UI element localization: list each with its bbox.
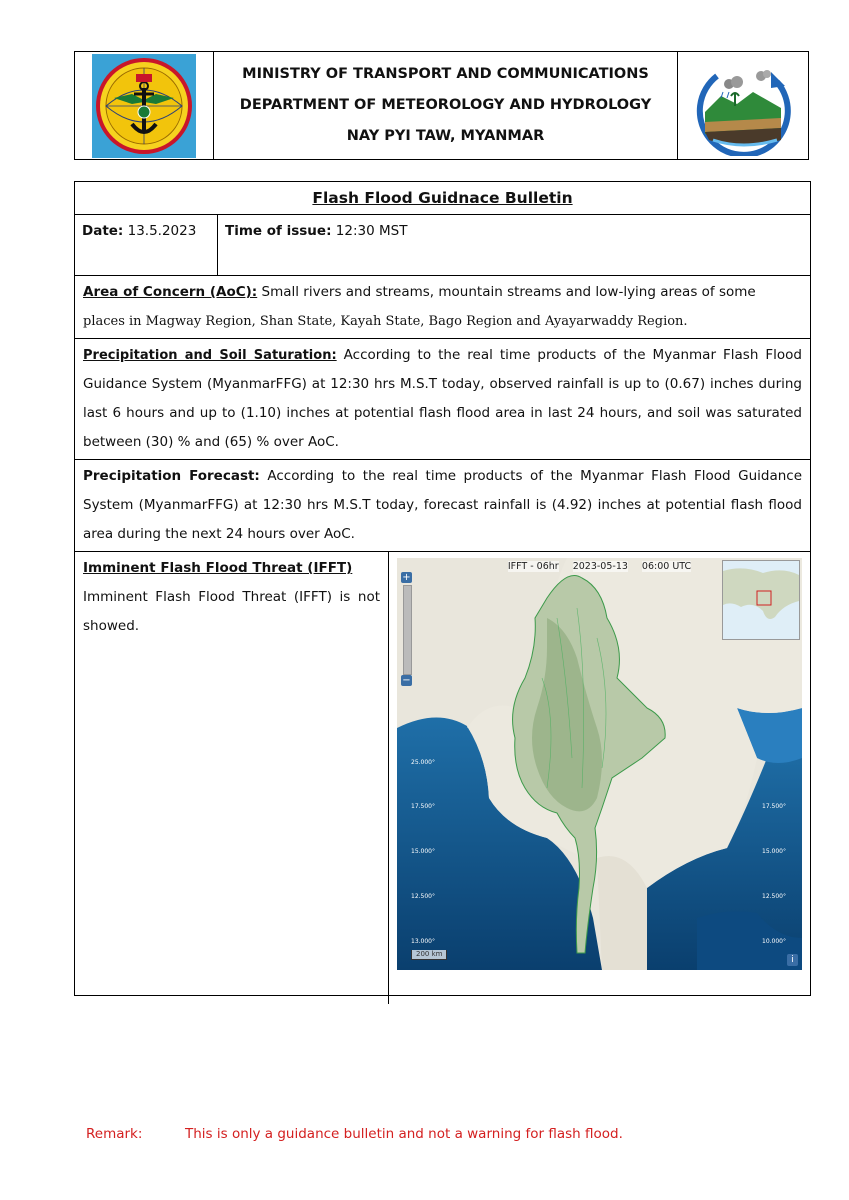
- svg-text:13.000°: 13.000°: [411, 938, 435, 945]
- svg-text:15.000°: 15.000°: [762, 848, 786, 855]
- issue-info-row: [75, 215, 810, 276]
- zoom-in-button[interactable]: +: [402, 572, 411, 583]
- svg-text:25.000°: 25.000°: [411, 759, 435, 766]
- header-location: NAY PYI TAW, MYANMAR: [346, 128, 545, 144]
- ifft-text: Imminent Flash Flood Threat (IFFT) is not showed.: [83, 589, 380, 634]
- precipitation-forecast-section: [75, 460, 810, 552]
- bulletin-title: Flash Flood Guidnace Bulletin: [312, 188, 573, 207]
- svg-text:10.000°: 10.000°: [762, 938, 786, 945]
- svg-text:15.000°: 15.000°: [411, 848, 435, 855]
- svg-text:17.500°: 17.500°: [762, 803, 786, 810]
- ifft-map-cell: [389, 552, 810, 1004]
- forecast-label: Precipitation Forecast:: [83, 468, 260, 484]
- date-value: 13.5.2023: [123, 223, 197, 239]
- remark-text: This is only a guidance bulletin and not a warning for flash flood.: [185, 1126, 623, 1142]
- ministry-logo-cell: [75, 52, 214, 159]
- time-label: Time of issue:: [225, 223, 332, 239]
- overview-map-image: [723, 561, 799, 639]
- remark-label: Remark:: [86, 1126, 143, 1142]
- time-cell: [218, 215, 810, 275]
- map-time: 06:00 UTC: [641, 561, 692, 572]
- svg-text:12.500°: 12.500°: [411, 893, 435, 900]
- svg-text:12.500°: 12.500°: [762, 893, 786, 900]
- ministry-emblem-logo: [92, 54, 196, 158]
- aoc-text-1: Small rivers and streams, mountain streams and low-lying areas of some: [257, 284, 756, 300]
- zoom-slider[interactable]: [403, 585, 412, 675]
- date-label: Date:: [82, 223, 124, 239]
- bulletin-title-row: [75, 182, 810, 215]
- ifft-map: [397, 558, 802, 970]
- svg-text:17.500°: 17.500°: [411, 803, 435, 810]
- forecast-text: According to the real time products of the Myanmar Flash Flood Guidance System (MyanmarFFG) at 12:30 hrs M.S.T today, forecast rainfall is (4.92) inches at potential flash flood area during the next 24 hours over AoC.: [83, 468, 802, 542]
- date-cell: [75, 215, 218, 275]
- zoom-control: [401, 572, 412, 692]
- precipitation-soil-section: [75, 339, 810, 460]
- aoc-label: Area of Concern (AoC):: [83, 284, 258, 300]
- header-ministry: MINISTRY OF TRANSPORT AND COMMUNICATIONS: [242, 66, 649, 82]
- map-scale-bar: 200 km: [411, 950, 447, 960]
- remark: [86, 1124, 623, 1144]
- overview-inset-map[interactable]: [722, 560, 800, 640]
- aoc-text-2: places in Magway Region, Shan State, Kayah State, Bago Region and Ayayarwaddy Region.: [83, 314, 688, 329]
- dmh-logo-cell: [677, 52, 808, 159]
- zoom-out-button[interactable]: −: [402, 675, 411, 686]
- ifft-text-cell: [75, 552, 389, 1004]
- letterhead: [74, 51, 809, 160]
- map-product: IFFT - 06hr: [507, 561, 559, 572]
- time-value: 12:30 MST: [331, 223, 408, 239]
- area-of-concern-section: [75, 276, 810, 339]
- precip-text: According to the real time products of the Myanmar Flash Flood Guidance System (MyanmarFFG) at 12:30 hrs M.S.T today, observed rainfall is up to (0.67) inches during last 6 hours and up to (1.10) inches at potential flash flood area in last 24 hours, and soil was saturated between (30) % and (65) % over AoC.: [83, 347, 803, 450]
- header-department: DEPARTMENT OF METEOROLOGY AND HYDROLOGY: [239, 97, 652, 113]
- precip-label: Precipitation and Soil Saturation:: [83, 348, 337, 363]
- hydrological-cycle-logo: [691, 56, 795, 156]
- ifft-section: [75, 552, 810, 1004]
- ifft-heading: Imminent Flash Flood Threat (IFFT): [83, 560, 353, 576]
- map-date: 2023-05-13: [572, 561, 628, 572]
- map-info-button[interactable]: i: [787, 954, 798, 966]
- header-titles: [214, 52, 677, 159]
- bulletin-table: [74, 181, 811, 996]
